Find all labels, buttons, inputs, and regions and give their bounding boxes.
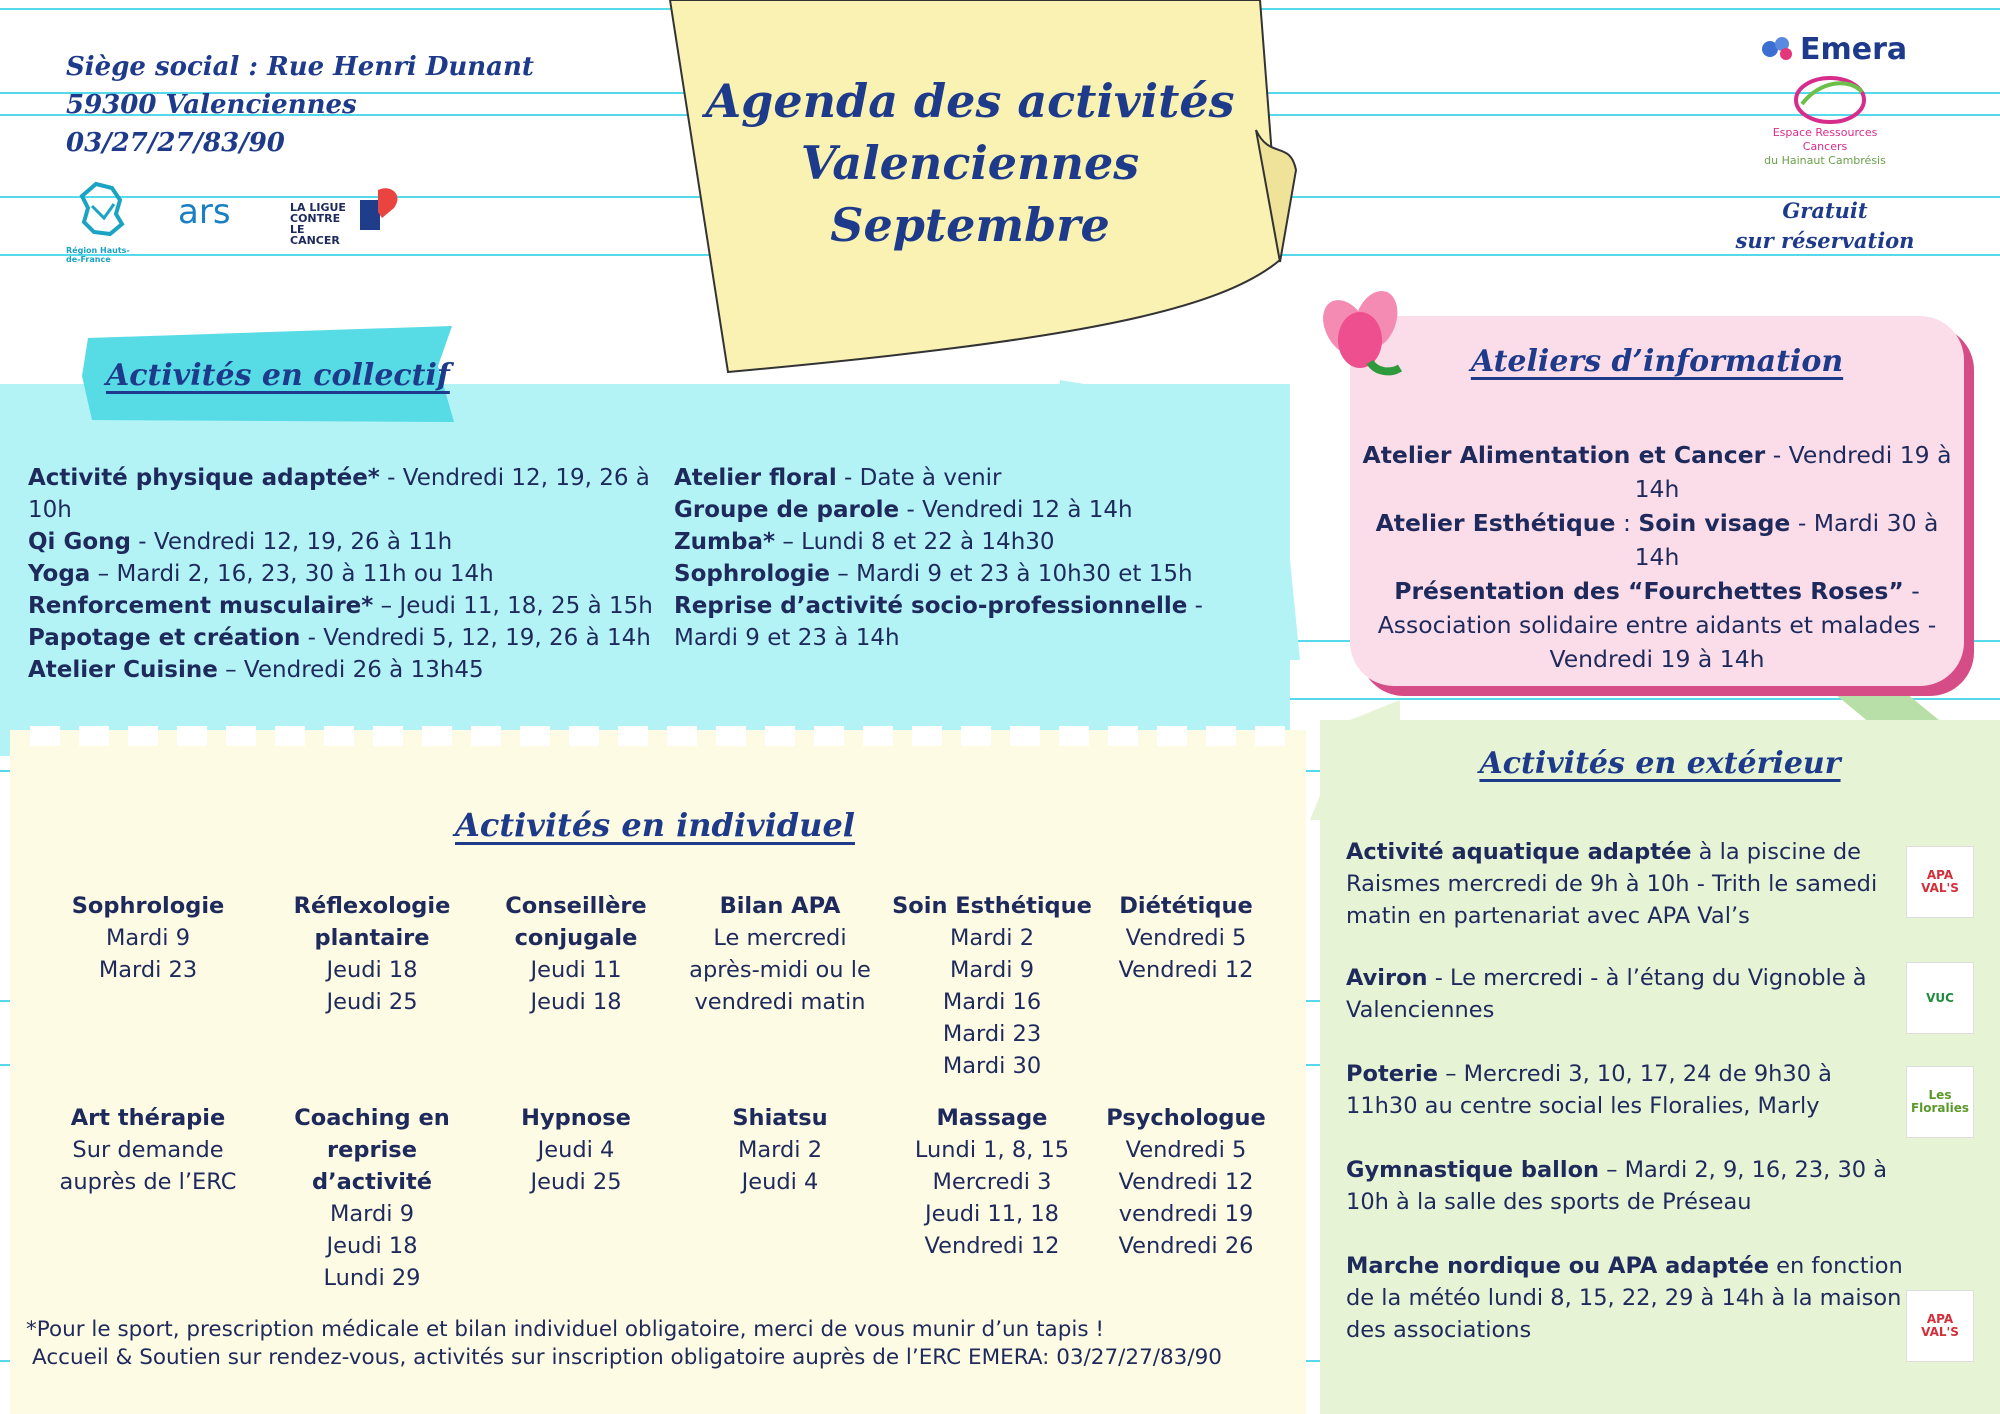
individuel-activity xyxy=(48,1102,248,1198)
perforation-slot xyxy=(422,726,452,746)
activity-date: Jeudi 11, 18 xyxy=(925,1201,1059,1227)
perforation-slot xyxy=(79,726,109,746)
address-line: 03/27/27/83/90 xyxy=(66,128,285,158)
address-block xyxy=(66,48,534,162)
activity-title: Psychologue xyxy=(1106,1105,1266,1131)
collectif-item xyxy=(28,462,658,526)
perforation-slot xyxy=(618,726,648,746)
partner-logo xyxy=(1906,962,1974,1034)
footnote-line: Accueil & Soutien sur rendez-vous, activités sur inscription obligatoire auprès de l’ERC EMERA: 03/27/27/83/90 xyxy=(32,1345,1222,1370)
exterieur-item-detail: – Mardi 2, 9, 16, 23, 30 à 10h à la salle des sports de Préseau xyxy=(1346,1157,1888,1215)
page-title xyxy=(700,70,1240,256)
partner-logo-text: Les Floralies xyxy=(1910,1088,1970,1115)
ligue-logo xyxy=(290,188,410,247)
perforation-slot xyxy=(275,726,305,746)
perforation-slot xyxy=(765,726,795,746)
perforation-slot xyxy=(177,726,207,746)
perforation-slot xyxy=(1108,726,1138,746)
partner-logo xyxy=(1906,1066,1974,1138)
individuel-activity xyxy=(680,890,880,1018)
perforation-slot xyxy=(1157,726,1187,746)
emera-brand: Emera xyxy=(1800,32,1908,67)
collectif-tag xyxy=(82,326,454,424)
individuel-activity xyxy=(48,890,248,986)
collectif-item-detail: - Vendredi 12, 19, 26 à 11h xyxy=(130,529,453,555)
activity-date: Lundi 1, 8, 15 xyxy=(914,1137,1070,1163)
activity-date: Jeudi 18 xyxy=(326,957,418,983)
info-detail: : xyxy=(1615,509,1639,537)
collectif-item-detail: - Date à venir xyxy=(836,465,1002,491)
perforation-slot xyxy=(30,726,60,746)
activity-title: Sophrologie xyxy=(71,893,225,919)
exterieur-item-title: Activité aquatique adaptée xyxy=(1346,839,1692,865)
address-line: 59300 Valenciennes xyxy=(66,90,357,120)
collectif-item-title: Sophrologie xyxy=(674,561,830,587)
collectif-item xyxy=(674,558,1274,590)
activity-date: Jeudi 4 xyxy=(537,1137,615,1163)
activity-title: Diététique xyxy=(1119,893,1253,919)
activity-date: Mardi 9 xyxy=(105,925,191,951)
activity-title: reprise d’activité xyxy=(311,1137,433,1195)
activity-date: Lundi 29 xyxy=(323,1265,421,1291)
info-title: Atelier Alimentation et Cancer xyxy=(1362,441,1766,469)
activity-date: Mardi 9 xyxy=(949,957,1035,983)
perforation-slot xyxy=(520,726,550,746)
collectif-heading: Activités en collectif xyxy=(106,358,450,393)
exterieur-item xyxy=(1346,1154,1906,1218)
ars-logo-text: ars xyxy=(178,192,231,232)
activity-date: Mardi 2 xyxy=(737,1137,823,1163)
perforation-slot xyxy=(912,726,942,746)
information-line xyxy=(1352,574,1962,608)
info-detail: - Mardi 30 à 14h xyxy=(1634,509,1939,571)
perforation-slot xyxy=(716,726,746,746)
info-title: Présentation des “Fourchettes Roses” xyxy=(1394,577,1904,605)
activity-date: Mardi 2 xyxy=(949,925,1035,951)
collectif-item-title: Groupe de parole xyxy=(674,497,900,523)
region-logo xyxy=(66,178,140,264)
exterieur-item-title: Aviron xyxy=(1346,965,1428,991)
activity-title: Coaching en xyxy=(294,1105,450,1131)
activity-title: Soin Esthétique xyxy=(892,893,1092,919)
activity-title: Shiatsu xyxy=(732,1105,828,1131)
perforation-slot xyxy=(814,726,844,746)
partner-logo xyxy=(1906,1290,1974,1362)
collectif-item xyxy=(28,654,658,686)
perforation-slot xyxy=(1206,726,1236,746)
information-heading: Ateliers d’information xyxy=(1470,344,1844,379)
information-line xyxy=(1352,506,1962,574)
emera-subtitle-line: du Hainaut Cambrésis xyxy=(1764,154,1886,167)
emera-subtitle-line: Espace Ressources xyxy=(1772,126,1878,139)
address-line: Siège social : Rue Henri Dunant xyxy=(66,52,534,82)
activity-date: auprès de l’ERC xyxy=(59,1169,237,1195)
ligue-logo-text: LA LIGUE CONTRE LE CANCER xyxy=(290,201,346,247)
information-text xyxy=(1352,438,1962,676)
collectif-item-title: Renforcement musculaire* xyxy=(28,593,374,619)
collectif-item xyxy=(674,494,1274,526)
collectif-item-detail: – Lundi 8 et 22 à 14h30 xyxy=(775,529,1055,555)
information-line: Vendredi 19 à 14h xyxy=(1549,645,1765,673)
collectif-item-detail: – Mardi 2, 16, 23, 30 à 11h ou 14h xyxy=(90,561,494,587)
perforation-slot xyxy=(569,726,599,746)
free-note-line: Gratuit xyxy=(1782,198,1868,223)
activity-date: Mercredi 3 xyxy=(932,1169,1052,1195)
collectif-item-detail: - Vendredi 5, 12, 19, 26 à 14h xyxy=(300,625,651,651)
individuel-activity xyxy=(481,1102,671,1198)
activity-title: conjugale xyxy=(514,925,638,951)
collectif-item-title: Papotage et création xyxy=(28,625,301,651)
exterieur-item-title: Poterie xyxy=(1346,1061,1439,1087)
emera-subtitle-line: Cancers xyxy=(1802,140,1848,153)
title-line: Valenciennes xyxy=(800,136,1140,190)
activity-date: Mardi 30 xyxy=(942,1053,1042,1079)
activity-date: Jeudi 11 xyxy=(530,957,622,983)
collectif-item xyxy=(674,526,1274,558)
perforation-slot xyxy=(373,726,403,746)
collectif-item-detail: - Vendredi 12 à 14h xyxy=(899,497,1133,523)
info-detail: - Vendredi 19 à 14h xyxy=(1634,441,1952,503)
individuel-activity xyxy=(481,890,671,1018)
info-title: Soin visage xyxy=(1638,509,1791,537)
individuel-activity xyxy=(680,1102,880,1198)
collectif-item-detail: - Vendredi 12, 19, 26 à 10h xyxy=(28,465,650,523)
activity-date: Jeudi 25 xyxy=(530,1169,622,1195)
collectif-item-title: Atelier floral xyxy=(674,465,837,491)
activity-date: Vendredi 26 xyxy=(1118,1233,1254,1259)
collectif-item xyxy=(28,526,658,558)
individuel-activity xyxy=(267,890,477,1018)
activity-date: Vendredi 5 xyxy=(1125,1137,1247,1163)
activity-date: Mardi 9 xyxy=(329,1201,415,1227)
exterieur-item-detail: – Mercredi 3, 10, 17, 24 de 9h30 à 11h30 au centre social les Floralies, Marly xyxy=(1346,1061,1832,1119)
activity-date: Vendredi 12 xyxy=(1118,1169,1254,1195)
activity-date: Vendredi 12 xyxy=(924,1233,1060,1259)
ars-logo xyxy=(178,192,248,238)
collectif-left-list xyxy=(28,462,658,686)
activity-title: Hypnose xyxy=(521,1105,631,1131)
perforation-slot xyxy=(1059,726,1089,746)
activity-date: vendredi 19 xyxy=(1118,1201,1254,1227)
info-title: Atelier Esthétique xyxy=(1375,509,1616,537)
activity-date: Mardi 16 xyxy=(942,989,1042,1015)
perforation-slot xyxy=(226,726,256,746)
individuel-activity xyxy=(1096,1102,1276,1262)
exterieur-item-detail: - Le mercredi - à l’étang du Vignoble à Valenciennes xyxy=(1346,965,1867,1023)
info-detail: - xyxy=(1903,577,1920,605)
emera-logo xyxy=(1740,26,1910,176)
exterieur-item xyxy=(1346,836,1906,932)
activity-title: plantaire xyxy=(314,925,430,951)
collectif-right-list xyxy=(674,462,1274,654)
footnote-line: *Pour le sport, prescription médicale et bilan individuel obligatoire, merci de vous munir d’un tapis ! xyxy=(26,1317,1104,1342)
perforation-slot xyxy=(128,726,158,746)
free-note-line: sur réservation xyxy=(1735,228,1915,253)
activity-title: Réflexologie xyxy=(293,893,451,919)
perforation-slot xyxy=(471,726,501,746)
perforation-slot xyxy=(961,726,991,746)
information-line: Association solidaire entre aidants et malades - xyxy=(1377,611,1937,639)
perforation-slot xyxy=(1255,726,1285,746)
free-note xyxy=(1720,196,1930,256)
activity-title: Massage xyxy=(936,1105,1048,1131)
collectif-item-detail: – Vendredi 26 à 13h45 xyxy=(217,657,484,683)
collectif-item xyxy=(28,622,658,654)
collectif-item xyxy=(28,558,658,590)
activity-date: Vendredi 12 xyxy=(1118,957,1254,983)
collectif-item xyxy=(674,590,1274,654)
activity-date: Jeudi 18 xyxy=(326,1233,418,1259)
activity-date: Mardi 23 xyxy=(942,1021,1042,1047)
footnote xyxy=(26,1316,1306,1372)
collectif-item-title: Atelier Cuisine xyxy=(28,657,218,683)
exterieur-item xyxy=(1346,1250,1906,1346)
exterieur-item-title: Marche nordique ou APA adaptée xyxy=(1346,1253,1769,1279)
exterieur-item-detail: en fonction de la météo lundi 8, 15, 22, 29 à 14h à la maison des associations xyxy=(1346,1253,1903,1343)
collectif-item-title: Activité physique adaptée* xyxy=(28,465,380,491)
exterieur-item-title: Gymnastique ballon xyxy=(1346,1157,1600,1183)
exterieur-item xyxy=(1346,1058,1906,1122)
activity-date: Mardi 23 xyxy=(98,957,198,983)
individuel-heading: Activités en individuel xyxy=(455,806,855,844)
perforation-slot xyxy=(324,726,354,746)
information-line xyxy=(1352,438,1962,506)
activity-title: Bilan APA xyxy=(719,893,841,919)
perforation-slot xyxy=(667,726,697,746)
activity-date: Jeudi 18 xyxy=(530,989,622,1015)
individuel-activity xyxy=(267,1102,477,1294)
activity-title: Conseillère xyxy=(505,893,647,919)
activity-date: après-midi ou le xyxy=(689,957,871,983)
collectif-item-title: Zumba* xyxy=(674,529,776,555)
activity-date: Jeudi 25 xyxy=(326,989,418,1015)
activity-title: Art thérapie xyxy=(70,1105,226,1131)
individuel-activity xyxy=(1096,890,1276,986)
individuel-activity xyxy=(892,890,1092,1082)
partner-logo xyxy=(1906,846,1974,918)
exterieur-item-detail: à la piscine de Raismes mercredi de 9h à 10h - Trith le samedi matin en partenariat avec APA Val’s xyxy=(1346,839,1878,929)
perforation-edge xyxy=(10,726,1306,748)
title-line: Agenda des activités xyxy=(705,74,1235,128)
partner-logo-text: APA VAL'S xyxy=(1921,1312,1959,1339)
title-postit xyxy=(660,0,1300,380)
activity-date: vendredi matin xyxy=(694,989,866,1015)
exterieur-item xyxy=(1346,962,1906,1026)
partner-logo-text: VUC xyxy=(1926,990,1954,1005)
collectif-item-title: Reprise d’activité socio-professionnelle xyxy=(674,593,1188,619)
collectif-item-detail: – Jeudi 11, 18, 25 à 15h xyxy=(373,593,653,619)
activity-date: Vendredi 5 xyxy=(1125,925,1247,951)
activity-date: Le mercredi xyxy=(713,925,847,951)
emera-subtitle xyxy=(1740,126,1910,168)
partner-logo-text: APA VAL'S xyxy=(1921,868,1959,895)
collectif-item xyxy=(674,462,1274,494)
collectif-item-detail: - Mardi 9 et 23 à 14h xyxy=(674,593,1203,651)
collectif-item-detail: – Mardi 9 et 23 à 10h30 et 15h xyxy=(829,561,1193,587)
collectif-item-title: Yoga xyxy=(28,561,91,587)
perforation-slot xyxy=(1010,726,1040,746)
exterieur-heading: Activités en extérieur xyxy=(1479,746,1841,781)
individuel-activity xyxy=(892,1102,1092,1262)
collectif-item xyxy=(28,590,658,622)
region-logo-text: Région Hauts-de-France xyxy=(66,246,130,264)
title-line: Septembre xyxy=(830,198,1110,252)
activity-date: Jeudi 4 xyxy=(741,1169,819,1195)
activity-date: Sur demande xyxy=(72,1137,224,1163)
collectif-item-title: Qi Gong xyxy=(28,529,131,555)
perforation-slot xyxy=(863,726,893,746)
